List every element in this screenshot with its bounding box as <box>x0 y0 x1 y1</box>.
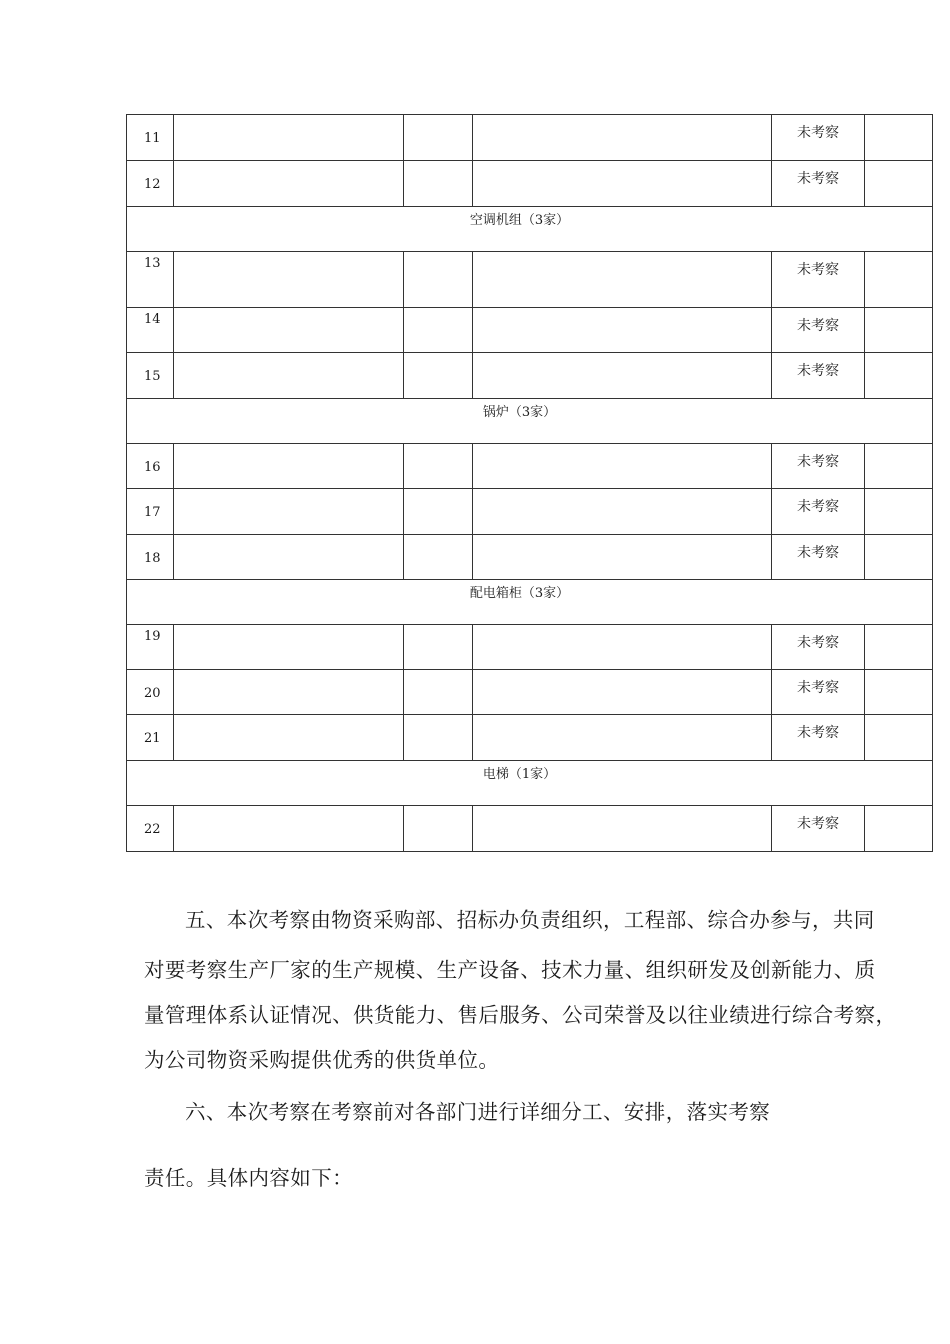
empty-cell <box>174 353 404 399</box>
inspection-status: 未考察 <box>797 171 839 187</box>
row-number-cell <box>127 806 174 852</box>
empty-cell <box>865 670 933 715</box>
empty-cell <box>174 535 404 580</box>
paragraph-5-line-2: 对要考察生产厂家的生产规模、生产设备、技术力量、组织研发及创新能力、质 <box>144 958 876 982</box>
empty-cell <box>404 353 473 399</box>
table-body <box>127 115 933 852</box>
row-number-cell <box>127 444 174 489</box>
paragraph-5-line-3: 量管理体系认证情况、供货能力、售后服务、公司荣誉及以往业绩进行综合考察， <box>144 1003 897 1027</box>
supplier-inspection-table <box>126 114 933 852</box>
inspection-status: 未考察 <box>797 499 839 515</box>
paragraph-5-line-4: 为公司物资采购提供优秀的供货单位。 <box>144 1048 500 1072</box>
empty-cell <box>174 489 404 535</box>
empty-cell <box>174 670 404 715</box>
empty-cell <box>404 444 473 489</box>
empty-cell <box>174 806 404 852</box>
empty-cell <box>473 806 772 852</box>
inspection-status-cell <box>772 806 865 852</box>
empty-cell <box>473 489 772 535</box>
empty-cell <box>404 535 473 580</box>
category-cell <box>127 761 933 806</box>
row-number: 20 <box>144 686 161 701</box>
row-number-cell <box>127 715 174 761</box>
empty-cell <box>865 444 933 489</box>
empty-cell <box>404 625 473 670</box>
empty-cell <box>865 252 933 308</box>
category-cell <box>127 399 933 444</box>
empty-cell <box>174 161 404 207</box>
category-row <box>127 207 933 252</box>
row-number-cell <box>127 252 174 308</box>
paragraph-6-line-1: 六、本次考察在考察前对各部门进行详细分工、安排，落实考察 <box>185 1100 771 1124</box>
row-number-cell <box>127 535 174 580</box>
category-cell <box>127 580 933 625</box>
empty-cell <box>865 489 933 535</box>
empty-cell <box>174 308 404 353</box>
empty-cell <box>473 161 772 207</box>
table-row <box>127 489 933 535</box>
empty-cell <box>865 535 933 580</box>
inspection-status-cell <box>772 535 865 580</box>
empty-cell <box>404 161 473 207</box>
row-number-cell <box>127 353 174 399</box>
inspection-status: 未考察 <box>797 680 839 696</box>
inspection-status: 未考察 <box>797 318 839 334</box>
category-title: 配电箱柜（3家） <box>469 586 570 601</box>
row-number-cell <box>127 670 174 715</box>
empty-cell <box>865 308 933 353</box>
row-number: 22 <box>144 822 161 837</box>
paragraph-5-line-1: 五、本次考察由物资采购部、招标办负责组织，工程部、综合办参与，共同 <box>185 908 875 932</box>
empty-cell <box>865 353 933 399</box>
inspection-status-cell <box>772 353 865 399</box>
empty-cell <box>473 715 772 761</box>
row-number: 14 <box>144 312 161 327</box>
table-row <box>127 535 933 580</box>
empty-cell <box>865 625 933 670</box>
inspection-status-cell <box>772 252 865 308</box>
empty-cell <box>473 670 772 715</box>
inspection-status: 未考察 <box>797 125 839 141</box>
empty-cell <box>473 625 772 670</box>
row-number-cell <box>127 308 174 353</box>
empty-cell <box>174 444 404 489</box>
row-number-cell <box>127 489 174 535</box>
empty-cell <box>404 115 473 161</box>
table-row <box>127 353 933 399</box>
inspection-status: 未考察 <box>797 635 839 651</box>
inspection-status-cell <box>772 625 865 670</box>
category-row <box>127 761 933 806</box>
empty-cell <box>473 308 772 353</box>
inspection-status-cell <box>772 308 865 353</box>
inspection-status: 未考察 <box>797 545 839 561</box>
row-number-cell <box>127 115 174 161</box>
inspection-status: 未考察 <box>797 363 839 379</box>
row-number: 13 <box>144 256 161 271</box>
inspection-status-cell <box>772 115 865 161</box>
row-number: 17 <box>144 505 161 520</box>
category-row <box>127 399 933 444</box>
category-row <box>127 580 933 625</box>
empty-cell <box>473 252 772 308</box>
row-number: 15 <box>144 369 161 384</box>
empty-cell <box>404 308 473 353</box>
empty-cell <box>865 115 933 161</box>
empty-cell <box>404 670 473 715</box>
inspection-status-cell <box>772 444 865 489</box>
empty-cell <box>404 806 473 852</box>
table-row <box>127 444 933 489</box>
table-row <box>127 161 933 207</box>
category-cell <box>127 207 933 252</box>
empty-cell <box>865 161 933 207</box>
inspection-status-cell <box>772 489 865 535</box>
table-row <box>127 806 933 852</box>
row-number: 12 <box>144 177 161 192</box>
table-row <box>127 115 933 161</box>
empty-cell <box>174 715 404 761</box>
row-number: 11 <box>144 131 161 146</box>
empty-cell <box>865 806 933 852</box>
inspection-status-cell <box>772 670 865 715</box>
inspection-status: 未考察 <box>797 454 839 470</box>
table-row <box>127 715 933 761</box>
inspection-status-cell <box>772 161 865 207</box>
empty-cell <box>174 625 404 670</box>
row-number-cell <box>127 161 174 207</box>
row-number: 19 <box>144 629 161 644</box>
empty-cell <box>404 715 473 761</box>
table-row <box>127 625 933 670</box>
table-row <box>127 252 933 308</box>
paragraph-6-line-2: 责任。具体内容如下： <box>144 1166 353 1190</box>
inspection-status-cell <box>772 715 865 761</box>
table-row <box>127 670 933 715</box>
inspection-status: 未考察 <box>797 262 839 278</box>
empty-cell <box>473 535 772 580</box>
row-number-cell <box>127 625 174 670</box>
empty-cell <box>473 353 772 399</box>
row-number: 16 <box>144 460 161 475</box>
inspection-status: 未考察 <box>797 725 839 741</box>
category-title: 电梯（1家） <box>482 767 557 782</box>
empty-cell <box>473 444 772 489</box>
empty-cell <box>404 252 473 308</box>
empty-cell <box>404 489 473 535</box>
empty-cell <box>174 115 404 161</box>
row-number: 18 <box>144 551 161 566</box>
empty-cell <box>473 115 772 161</box>
inspection-status: 未考察 <box>797 816 839 832</box>
row-number: 21 <box>144 731 161 746</box>
empty-cell <box>865 715 933 761</box>
empty-cell <box>174 252 404 308</box>
category-title: 锅炉（3家） <box>482 405 557 420</box>
category-title: 空调机组（3家） <box>469 213 570 228</box>
table-row <box>127 308 933 353</box>
